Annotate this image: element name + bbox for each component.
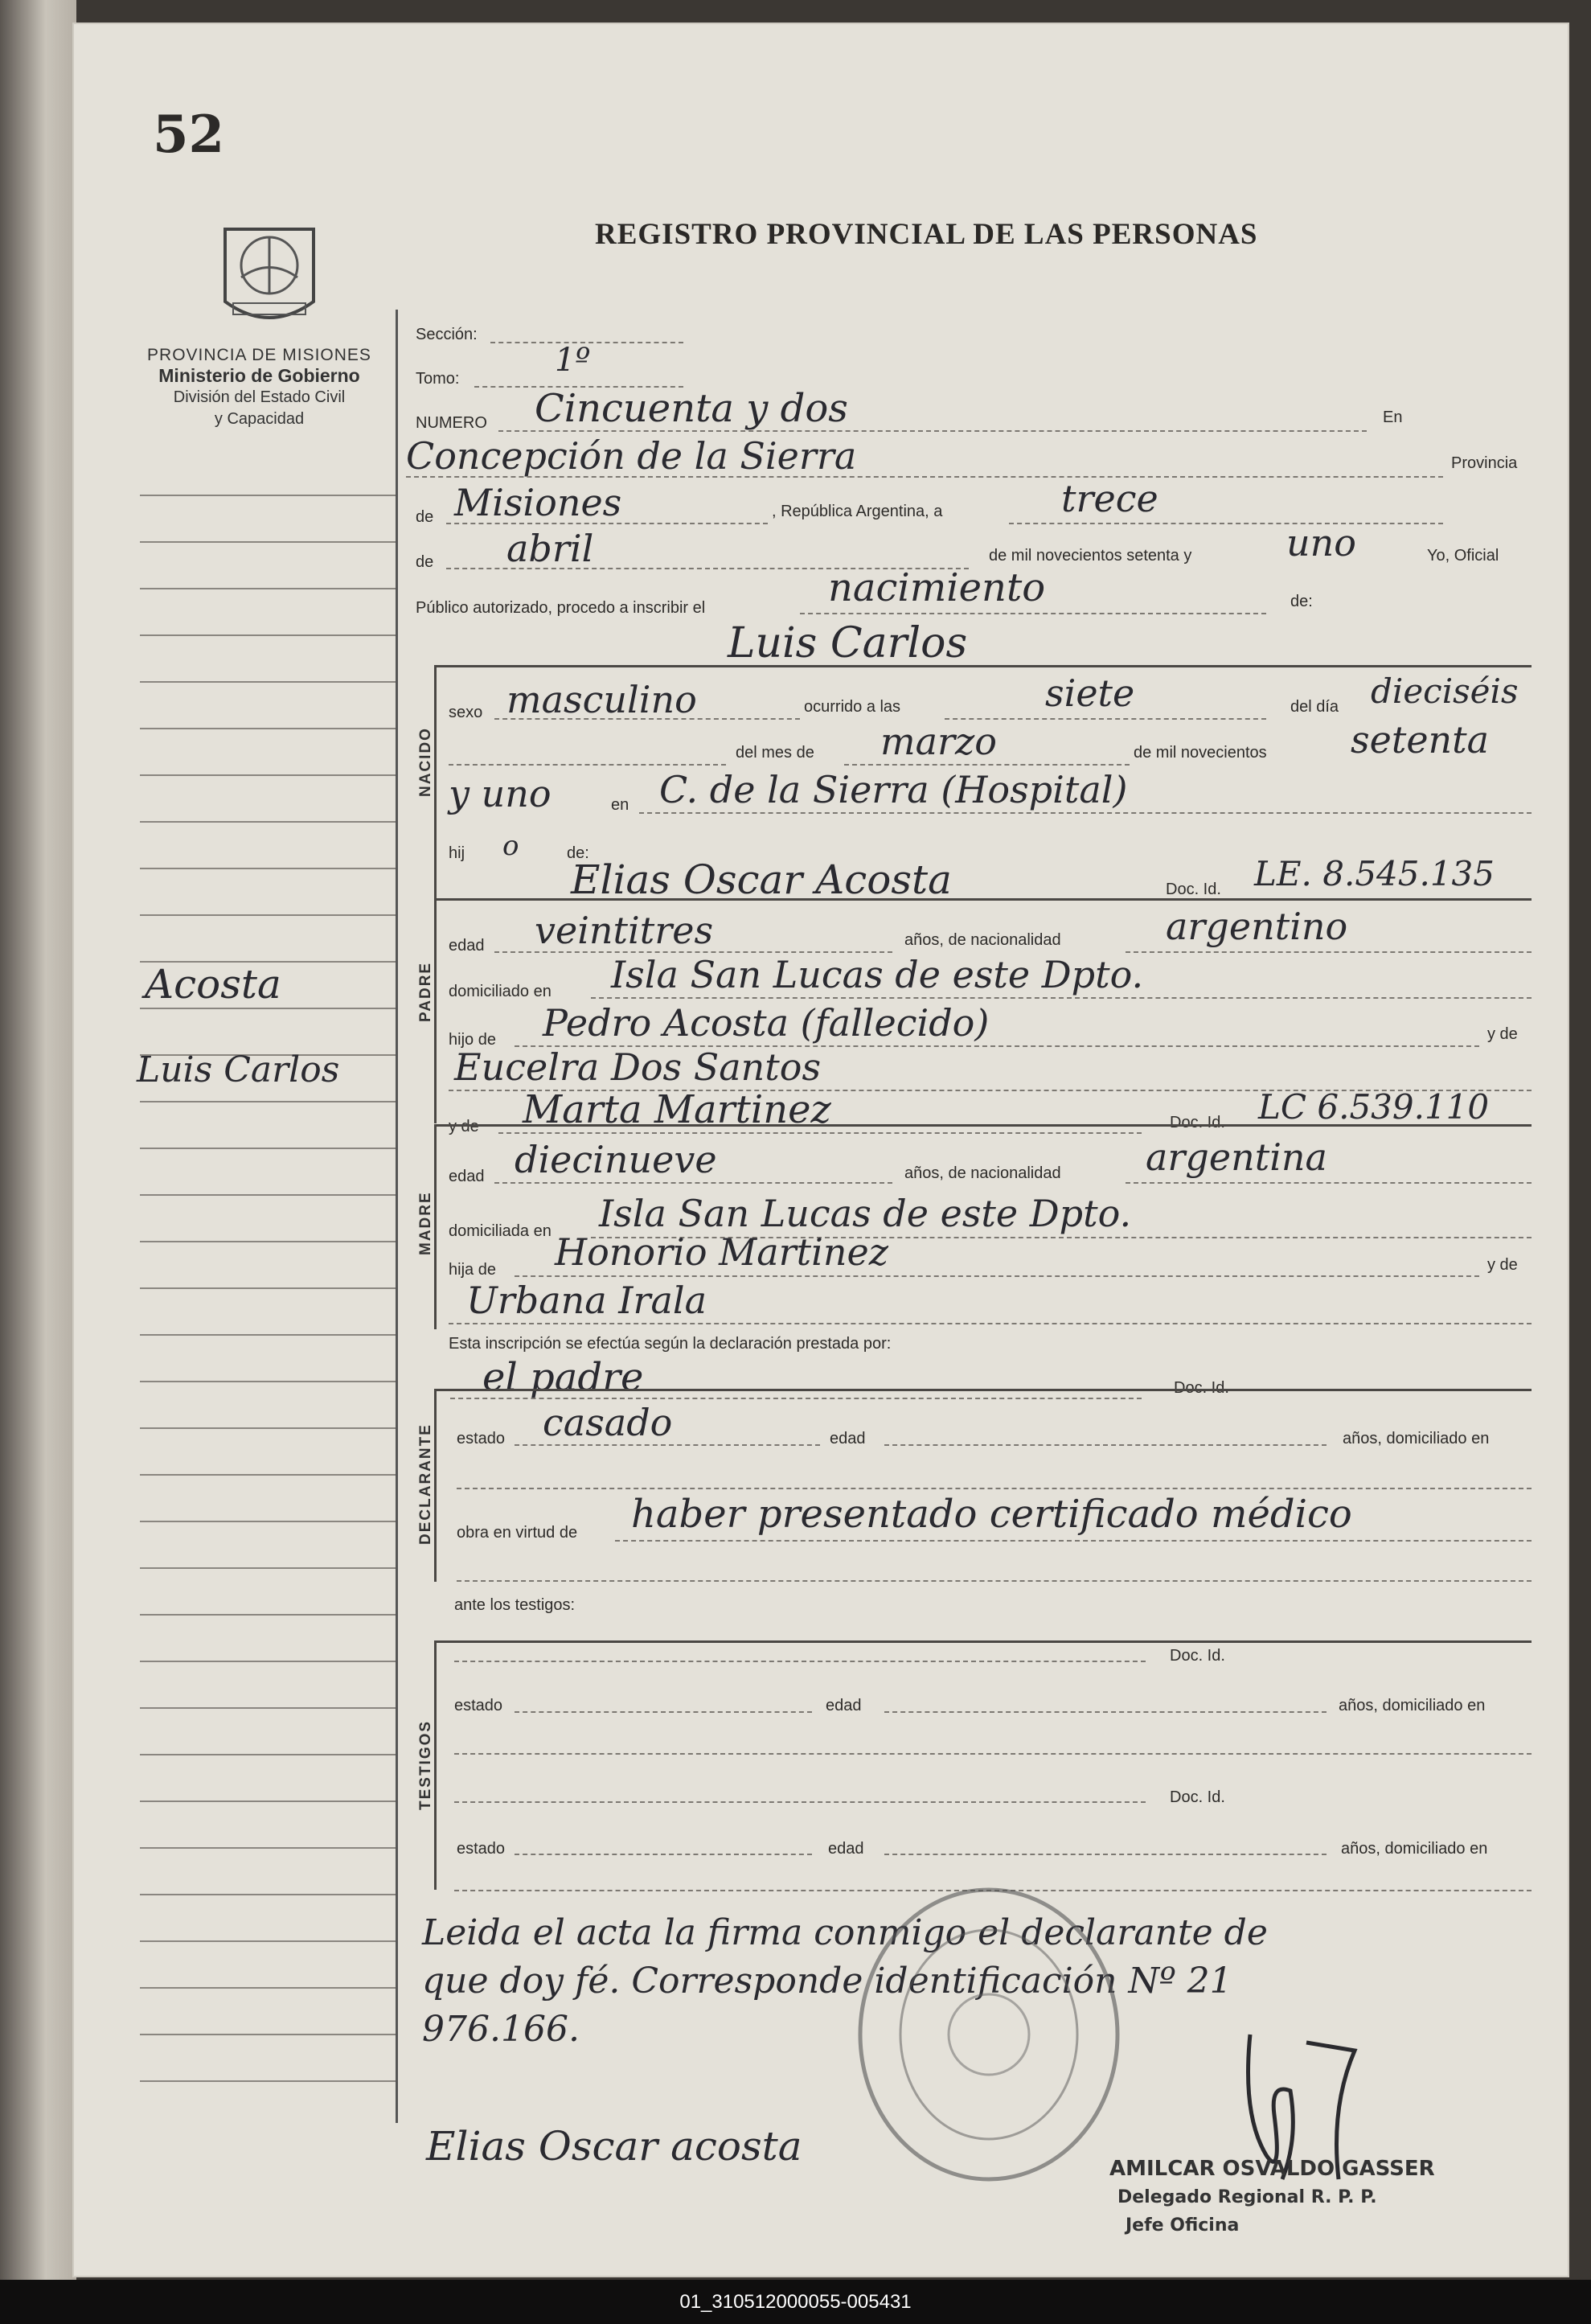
margin-rule-line [140,1241,396,1242]
office-line4: y Capacidad [214,410,305,428]
value-madre-dom: Isla San Lucas de este Dpto. [599,1192,1132,1235]
value-padre-nac: argentino [1166,905,1348,948]
officer-name: AMILCAR OSVALDO GASSER [1109,2157,1435,2181]
margin-rule-line [140,1474,396,1476]
side-label-declarante: DECLARANTE [417,1423,434,1545]
label-y-de-madre2: y de [1487,1256,1518,1274]
label-tomo: Tomo: [416,370,460,388]
margin-rule-line [140,1754,396,1755]
field-line [450,1398,1142,1399]
value-madre-doc: LC 6.539.110 [1258,1087,1490,1127]
field-line [615,1540,1532,1542]
margin-rule-line [140,1521,396,1522]
label-estado-testigo1: estado [454,1697,503,1714]
label-doc-madre: Doc. Id. [1170,1114,1225,1131]
margin-rule-line [140,1847,396,1849]
value-dia-nac: dieciséis [1371,671,1519,711]
section-bracket [434,898,437,1123]
label-estado-testigo2: estado [457,1840,506,1858]
field-line [449,764,726,766]
margin-rule-line [140,1614,396,1616]
label-en: En [1383,409,1403,426]
field-line [515,1711,812,1713]
label-dom-testigo1: años, domiciliado en [1339,1697,1486,1714]
label-de-colon: de: [1290,593,1313,610]
section-bracket [434,1124,437,1329]
field-line [449,1323,1532,1324]
field-line [494,1182,892,1184]
field-line [515,1275,1479,1277]
field-line [446,523,768,524]
field-line [515,1444,820,1446]
margin-rule-line [140,1148,396,1149]
field-line [494,718,800,720]
value-madre-edad: diecinueve [515,1138,717,1181]
value-acto: nacimiento [828,565,1046,610]
section-bracket [434,1640,437,1890]
value-hij-suffix: o [502,830,519,862]
label-edad-padre: edad [449,937,485,955]
margin-rule-line [140,774,396,776]
label-dom-madre: domiciliada en [449,1222,552,1240]
label-dom-declarante: años, domiciliado en [1343,1430,1490,1447]
value-lugar: Concepción de la Sierra [406,434,857,478]
closing-line1: Leida el acta la firma conmigo el declarante de [422,1912,1268,1953]
label-de-padre: de: [567,844,589,862]
value-madre-padre: Honorio Martinez [555,1230,888,1274]
margin-rule-line [140,495,396,496]
label-estado-declarante: estado [457,1430,506,1447]
label-ante: ante los testigos: [454,1596,576,1614]
field-line [498,1132,1142,1134]
value-estado: casado [543,1401,673,1444]
value-padre: Elias Oscar Acosta [571,856,952,903]
label-edad-testigo2: edad [828,1840,864,1858]
field-line [591,997,1532,999]
value-madre: Marta Martinez [523,1087,831,1132]
label-hija-de: hija de [449,1261,496,1279]
field-line [1126,951,1532,953]
label-doc-testigo1: Doc. Id. [1170,1647,1225,1665]
value-provincia: Misiones [454,481,622,524]
label-edad-testigo1: edad [826,1697,862,1714]
value-madre-madre: Urbana Irala [466,1279,707,1322]
label-dom-padre: domiciliado en [449,983,552,1000]
margin-rule-line [140,2034,396,2035]
value-declarante: el padre [482,1355,644,1400]
margin-rule-line [140,1567,396,1569]
margin-rule-line [140,588,396,589]
margin-rule-line [140,1008,396,1009]
value-anio-nac: setenta [1351,718,1490,762]
label-edad-madre: edad [449,1168,485,1185]
section-bracket [434,665,437,898]
closing-line2: que doy fé. Corresponde identificación Nº 21 [422,1961,1232,2002]
margin-rule-line [140,1707,396,1709]
margin-rule-line [140,868,396,869]
section-rule [434,1389,1532,1391]
label-y-de-madre: y de [449,1118,479,1135]
field-line [454,1661,1146,1662]
label-numero: NUMERO [416,414,487,432]
label-dom-testigo2: años, domiciliado en [1341,1840,1488,1858]
margin-rule-line [140,681,396,683]
label-hij: hij [449,844,465,862]
label-nac-padre: años, de nacionalidad [904,931,1061,949]
field-line [844,764,1130,766]
side-label-nacido: NACIDO [417,727,434,797]
page-number: 52 [153,105,225,165]
label-del-dia: del día [1290,698,1339,716]
value-sexo: masculino [506,678,697,721]
label-doc-padre: Doc. Id. [1166,881,1221,898]
field-line [515,1854,812,1855]
margin-surname: Acosta [145,961,281,1008]
side-label-padre: PADRE [417,961,434,1022]
value-mes: abril [506,527,594,570]
label-doc-testigo2: Doc. Id. [1170,1788,1225,1806]
side-label-testigos: TESTIGOS [417,1719,434,1810]
value-nombre: Luis Carlos [728,619,968,667]
label-sexo: sexo [449,704,483,721]
margin-rule-line [140,1661,396,1662]
margin-rule-line [140,541,396,543]
section-rule [434,665,1532,667]
margin-rule-line [140,2080,396,2082]
field-line [884,1444,1327,1446]
declarant-signature: Elias Oscar acosta [426,2123,802,2170]
label-edad-declarante: edad [830,1430,866,1447]
office-line2: Ministerio de Gobierno [158,365,360,386]
margin-rule-line [140,634,396,636]
margin-rule-line [140,728,396,729]
label-ocurrido: ocurrido a las [804,698,901,716]
label-seccion: Sección: [416,326,478,343]
margin-rule-line [140,1194,396,1196]
column-separator [396,310,398,2123]
label-del-mes: del mes de [736,744,814,762]
field-line [1126,1182,1532,1184]
field-line [406,476,1443,478]
value-numero: Cincuenta y dos [535,386,848,431]
label-inscripcion: Esta inscripción se efectúa según la declaración prestada por: [449,1335,892,1353]
margin-rule-line [140,1987,396,1989]
field-line [1009,523,1443,524]
value-anio: uno [1286,521,1356,565]
field-line [884,1711,1327,1713]
margin-ruled-column [130,310,398,2115]
side-label-madre: MADRE [417,1191,434,1255]
field-line [800,613,1266,614]
label-en-lugar: en [611,796,629,814]
official-stamp-icon [852,1882,1126,2187]
margin-rule-line [140,914,396,916]
margin-rule-line [140,1894,396,1895]
margin-rule-line [140,821,396,823]
margin-rule-line [140,1427,396,1429]
label-de-mil-nov: de mil novecientos [1134,744,1267,762]
value-dia: trece [1061,477,1158,520]
field-line [639,812,1532,814]
section-bracket [434,1389,437,1582]
margin-rule-line [140,1287,396,1289]
image-id-footer: 01_310512000055-005431 [0,2280,1591,2324]
label-de: de [416,508,434,526]
value-obra: haber presentado certificado médico [631,1492,1352,1537]
page-title: REGISTRO PROVINCIAL DE LAS PERSONAS [595,218,1258,251]
field-line [884,1854,1327,1855]
value-lugar-nac: C. de la Sierra (Hospital) [659,768,1128,811]
field-line [498,430,1367,432]
value-anio-nac2: y uno [449,772,552,815]
value-madre-nac: argentina [1146,1135,1327,1179]
label-republica: , República Argentina, a [772,503,943,520]
label-nac-madre: años, de nacionalidad [904,1164,1061,1182]
value-padre-dom: Isla San Lucas de este Dpto. [611,953,1144,996]
label-publico: Público autorizado, procedo a inscribir el [416,599,706,617]
margin-rule-line [140,1800,396,1802]
label-obra: obra en virtud de [457,1524,578,1542]
section-rule [434,1640,1532,1643]
margin-rule-line [140,1334,396,1336]
value-tomo: 1º [555,342,591,379]
field-line [457,1488,1532,1489]
officer-role2: Jefe Oficina [1126,2215,1240,2236]
binding-spine [0,0,76,2324]
field-line [454,1753,1532,1755]
officer-role1: Delegado Regional R. P. P. [1117,2187,1377,2207]
label-de-mes: de [416,553,434,571]
value-padre-edad: veintitres [535,909,714,952]
office-line3: División del Estado Civil [173,388,346,406]
value-padre-madre: Eucelra Dos Santos [454,1045,822,1089]
margin-rule-line [140,1381,396,1382]
value-padre-padre: Pedro Acosta (fallecido) [543,1001,990,1045]
section-rule [434,1124,1532,1127]
closing-line3: 976.166. [422,2009,580,2050]
label-y-de-padre: y de [1487,1025,1518,1043]
label-yo-oficial: Yo, Oficial [1427,547,1499,565]
label-mil-nov: de mil novecientos setenta y [989,547,1192,565]
value-mes-nac: marzo [880,720,997,763]
label-doc-declarante: Doc. Id. [1174,1379,1229,1397]
section-rule [434,898,1532,901]
label-hijo-de: hijo de [449,1031,496,1049]
office-line1: PROVINCIA DE MISIONES [147,346,371,364]
field-line [457,1580,1532,1582]
value-padre-doc: LE. 8.545.135 [1254,854,1495,893]
label-provincia: Provincia [1451,454,1518,472]
margin-given-names: Luis Carlos [137,1049,340,1090]
margin-rule-line [140,1940,396,1942]
field-line [454,1801,1146,1803]
value-hora: siete [1045,671,1135,715]
margin-rule-line [140,1101,396,1102]
